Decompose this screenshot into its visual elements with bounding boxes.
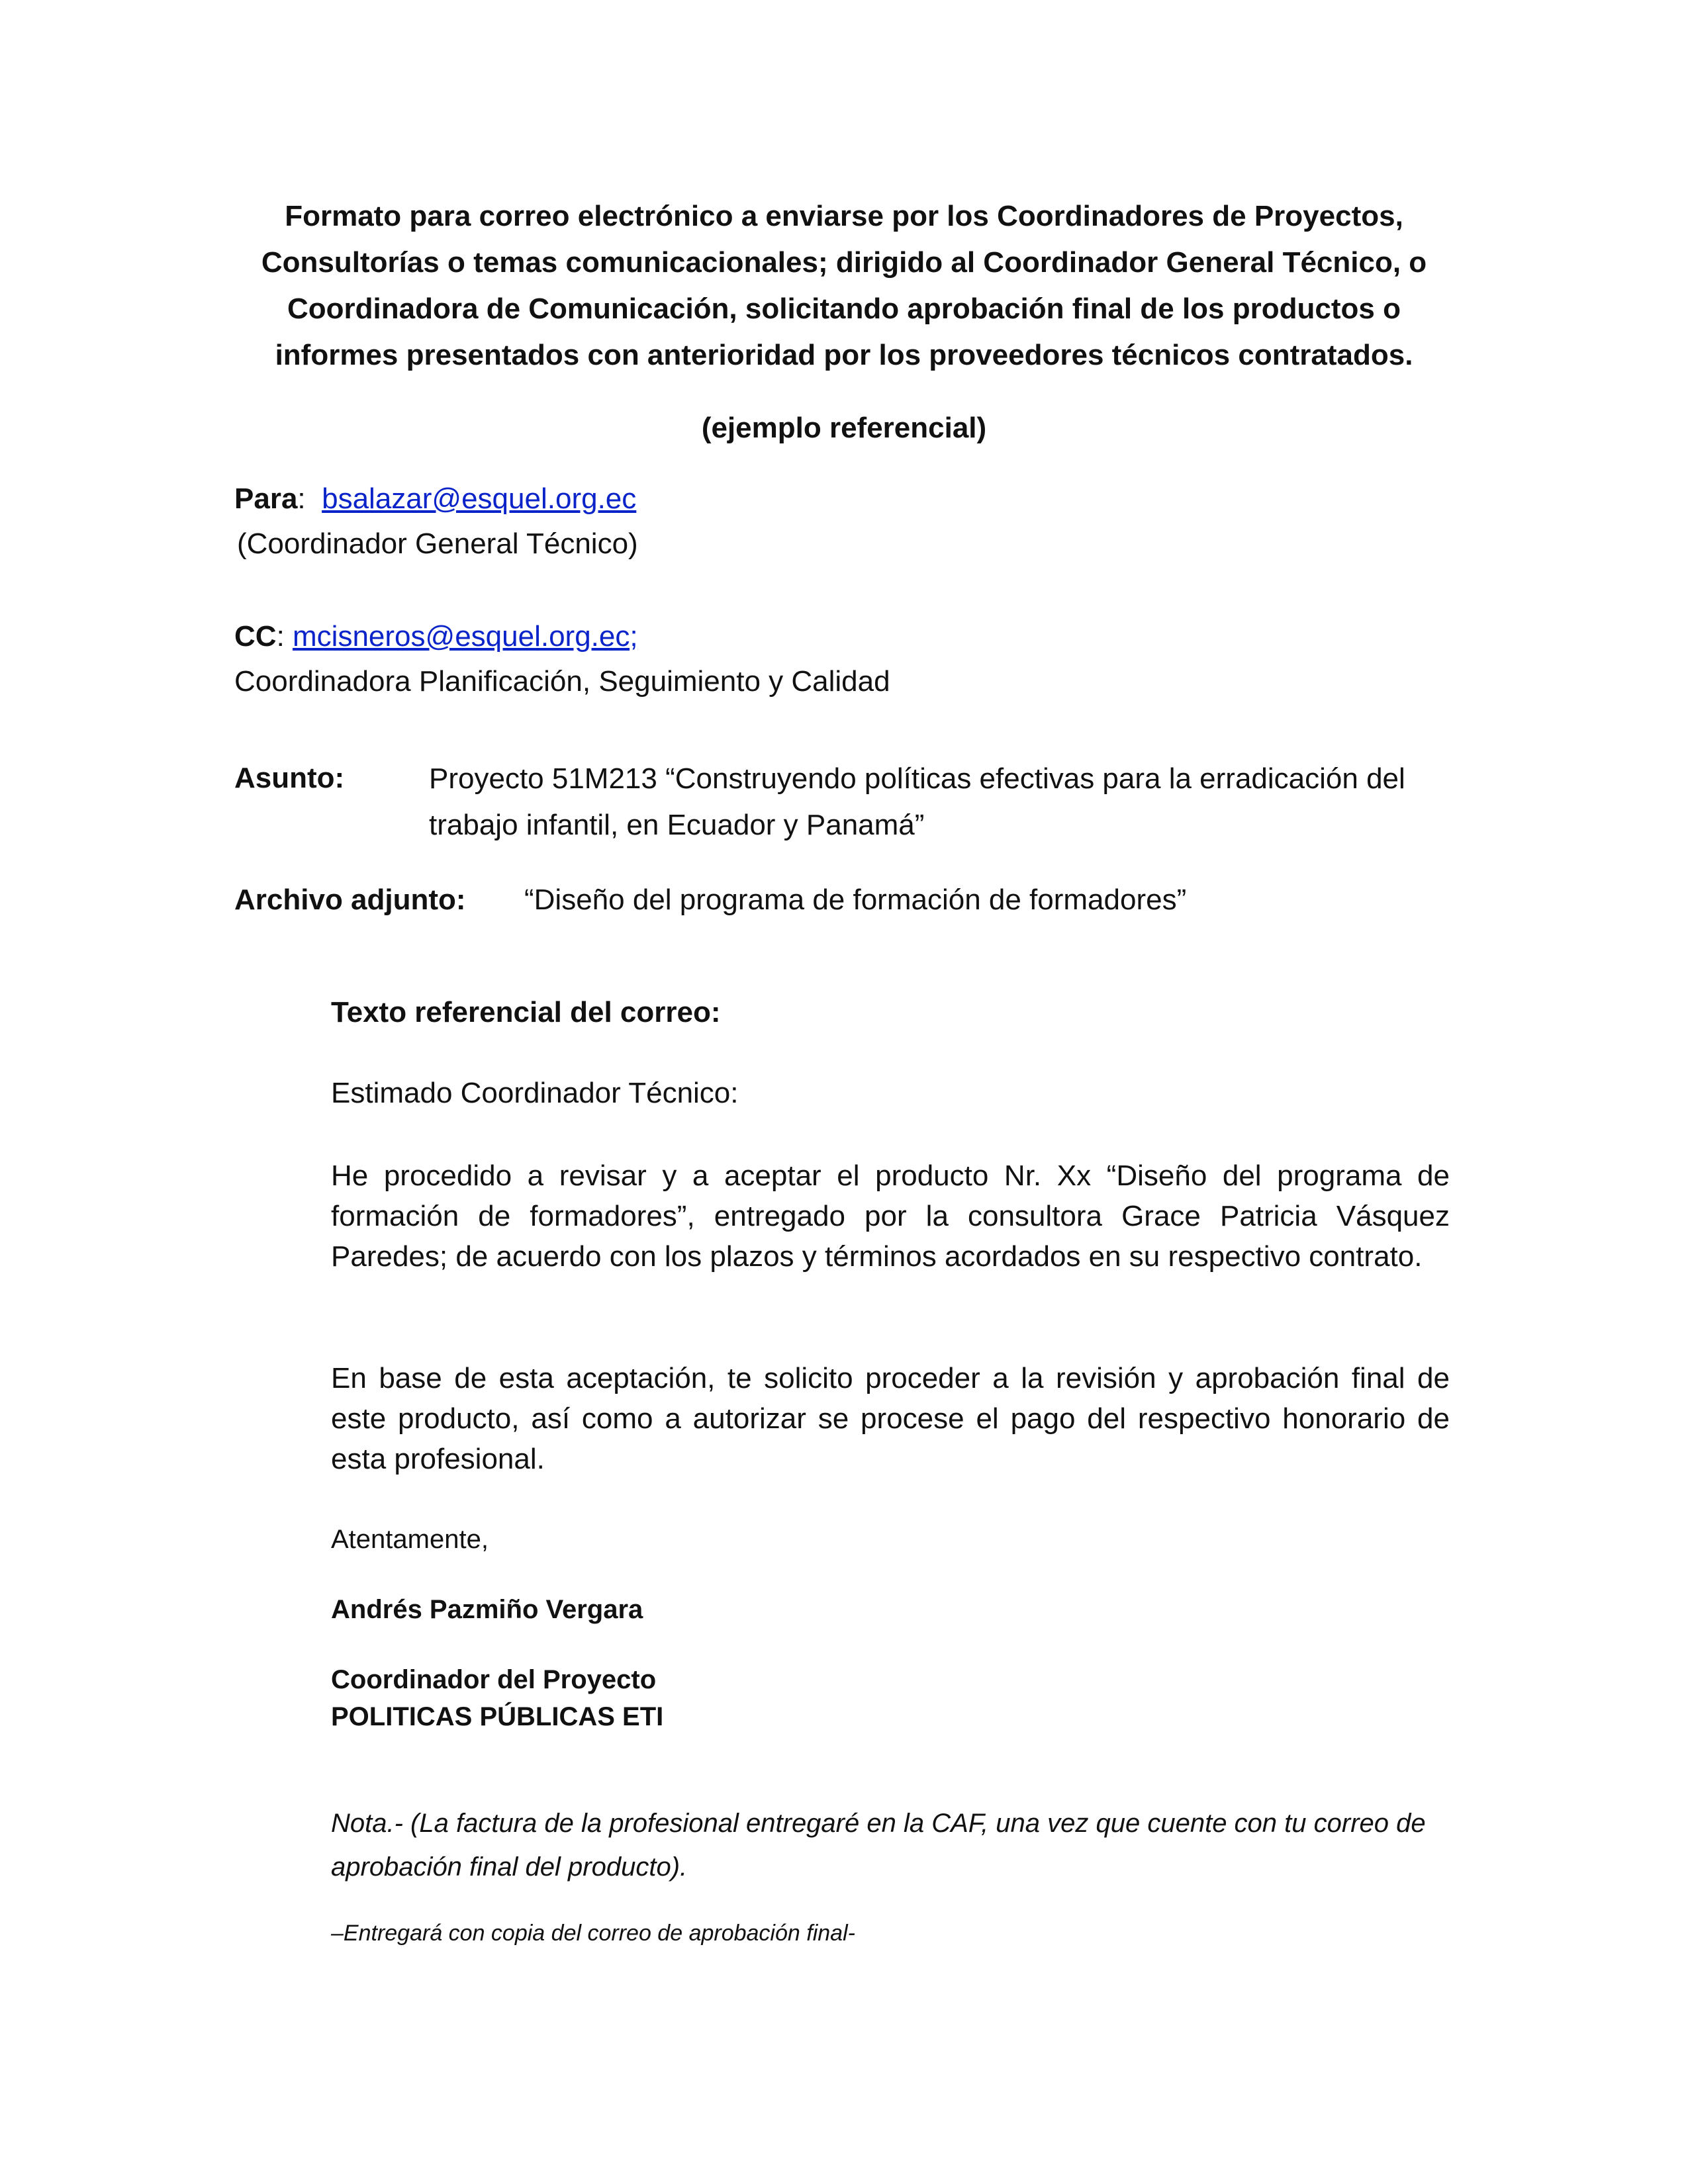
attachment-label: Archivo adjunto:	[234, 884, 466, 916]
subject-label: Asunto:	[234, 762, 345, 794]
cc-separator: :	[276, 620, 285, 653]
to-role: (Coordinador General Técnico)	[237, 527, 638, 560]
body-paragraph-1: He procedido a revisar y a aceptar el producto Nr. Xx “Diseño del programa de formación de formadores”, entregado por la consultora Grace Patricia Vásquez Paredes; de acuerdo con los plazos y términos acordados en su respectivo contrato.	[331, 1160, 1450, 1273]
title-line-1: Formato para correo electrónico a enviarse por los Coordinadores de Proyectos,	[285, 200, 1403, 232]
body-heading: Texto referencial del correo:	[331, 996, 721, 1028]
cc-row	[234, 614, 638, 659]
signer-project: POLITICAS PÚBLICAS ETI	[331, 1702, 664, 1731]
title-line-3: Coordinadora de Comunicación, solicitando aprobación final de los productos o	[287, 293, 1401, 325]
attachment-name: “Diseño del programa de formación de formadores”	[524, 884, 1187, 916]
to-label: Para	[234, 482, 298, 515]
to-row	[234, 477, 636, 522]
subject-text: Proyecto 51M213 “Construyendo políticas efectivas para la erradicación del trabajo infantil, en Ecuador y Panamá”	[429, 762, 1405, 841]
signer-name: Andrés Pazmiño Vergara	[331, 1595, 643, 1624]
to-separator: :	[297, 482, 306, 515]
note: Nota.- (La factura de la profesional entregaré en la CAF, una vez que cuente con tu correo de aprobación final del producto).	[331, 1809, 1426, 1882]
document-subtitle: (ejemplo referencial)	[701, 412, 987, 444]
signer-role: Coordinador del Proyecto	[331, 1665, 657, 1694]
cc-label: CC	[234, 620, 277, 653]
footnote: –Entregará con copia del correo de aprobación final-	[331, 1921, 855, 1946]
title-line-2: Consultorías o temas comunicacionales; dirigido al Coordinador General Técnico, o	[261, 246, 1427, 279]
closing: Atentamente,	[331, 1525, 489, 1554]
cc-role: Coordinadora Planificación, Seguimiento y Calidad	[234, 665, 890, 698]
document-title	[252, 193, 1436, 379]
greeting: Estimado Coordinador Técnico:	[331, 1077, 739, 1109]
to-email-link[interactable]: bsalazar@esquel.org.ec	[322, 482, 637, 515]
cc-email-link[interactable]: mcisneros@esquel.org.ec;	[293, 620, 638, 653]
body-paragraph-2: En base de esta aceptación, te solicito proceder a la revisión y aprobación final de este producto, así como a autorizar se procese el pago del respectivo honorario de esta profesional.	[331, 1362, 1450, 1475]
title-line-4: informes presentados con anterioridad por los proveedores técnicos contratados.	[275, 339, 1413, 371]
